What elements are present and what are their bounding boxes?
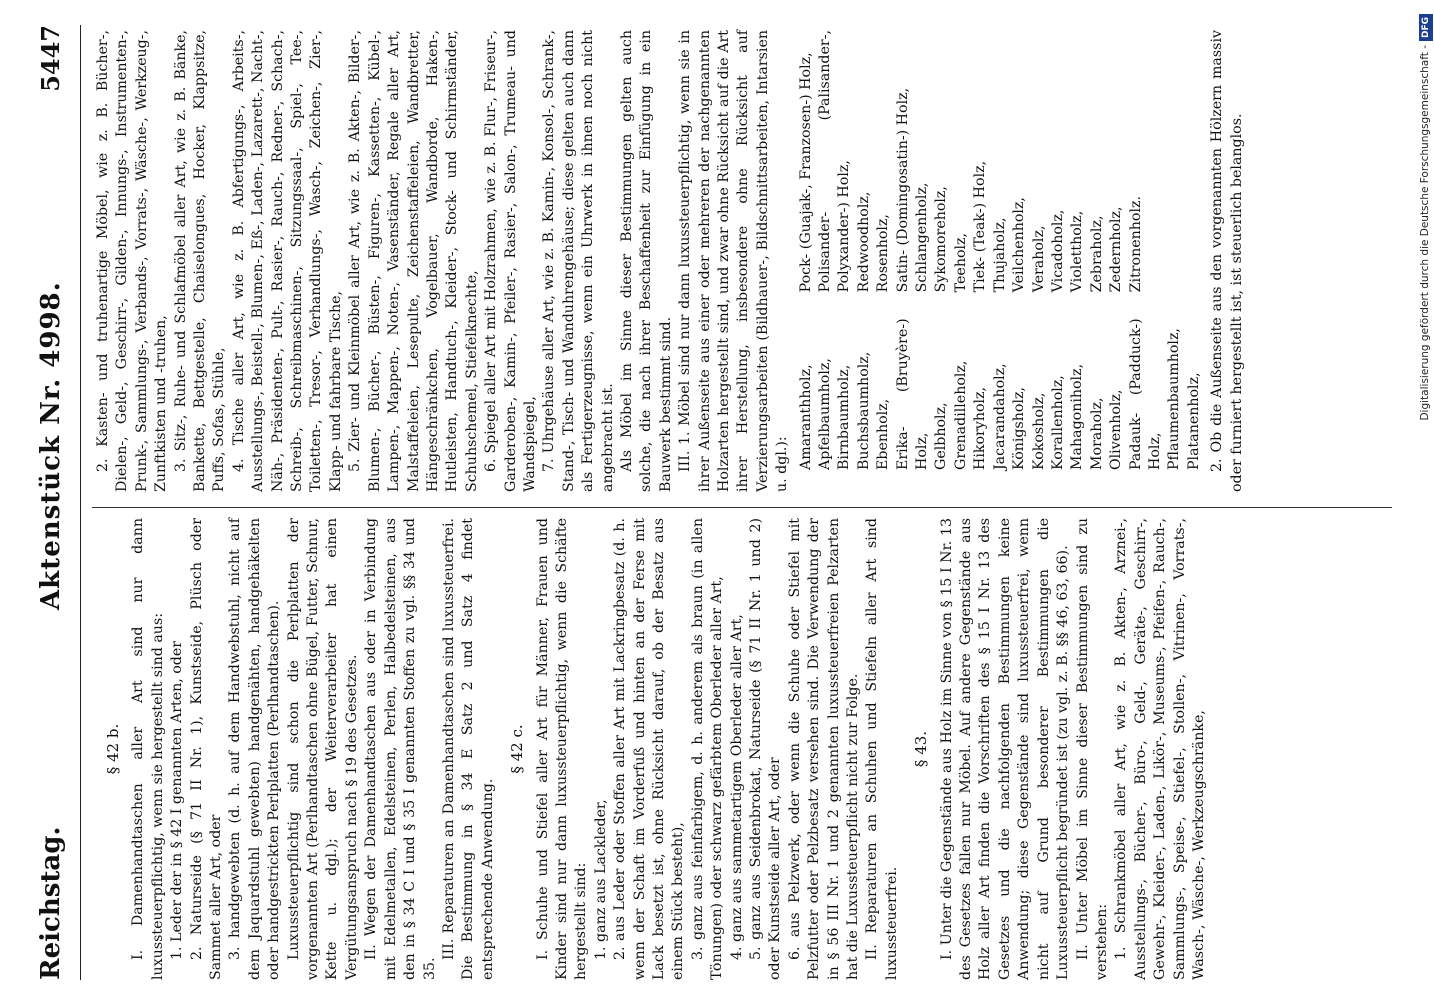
document-number: Aktenstück Nr. 4998. [36, 281, 66, 610]
list-item: 1. ganz aus Lackleder, [592, 799, 609, 960]
list-item: Thujaholz, [991, 217, 1008, 293]
section-heading-43: § 43. [912, 730, 931, 768]
list-item: Hikoryholz, [972, 386, 989, 470]
list-item: 6. aus Pelzwerk, oder wenn die Schuhe oder Stiefel mit Pelzfutter oder Pelzbesatz versehen sind. Die Verwendung der in § 56 III Nr. 1 und 2 genannten luxussteuerfreien Pelzarten hat die Luxussteuerpflicht nicht zur Folge. [786, 518, 862, 980]
list-item: Korallenholz, [1049, 375, 1066, 470]
paragraph: I. Schuhe und Stiefel aller Art für Männer, Frauen und Kinder sind nur dann luxussteuerpflichtig, wenn die Schäfte hergestellt sind: [534, 518, 590, 980]
list-item: Zedernholz, [1108, 206, 1125, 293]
header-left: Reichstag. [36, 826, 66, 980]
list-item: Padauk- (Padduck-) Holz, [1127, 318, 1163, 470]
list-item: Ebenholz, [875, 398, 892, 470]
list-item: Kokosholz, [1030, 392, 1047, 470]
list-item: Schlangenholz, [914, 182, 931, 293]
paragraph: Als Möbel im Sinne dieser Bestimmungen gelten auch solche, die nach ihrer Beschaffenheit zur Einfügung in ein Bauwerk bestimmt sind. [618, 30, 674, 492]
list-item: 4. ganz aus sammetartigem Oberleder aller Art, [728, 614, 745, 960]
list-item: 3. Sitz-, Ruhe- und Schlafmöbel aller Art, wie z. B. Bänke, Bankette, Bettgestelle, Chaiselongues, Hocker, Klappsitze, Puffs, Sofas, Stühle, [172, 30, 228, 492]
digitization-note-text [1416, 0, 1434, 1000]
list-item: Teeholz, [952, 232, 969, 293]
paragraph: III. Reparaturen an Damenhandtaschen sind luxussteuerfrei. Die Bestimmung in § 34 E Satz 2 und Satz 4 findet entsprechende Anwendung. [440, 518, 496, 980]
list-item: 5. ganz aus Seidenbrokat, Naturseide (§ 71 II Nr. 1 und 2) oder Kunstseide aller Art, oder [748, 518, 784, 980]
page-header [30, 25, 81, 980]
list-item: 4. Tische aller Art, wie z. B. Abfertigungs-, Arbeits-, Ausstellungs-, Beistell-, Blumen-, Eß-, Laden-, Lazarett-, Nacht-, Näh-, Präsidenten-, Pult-, Rasier-, Rauch-, Redner-, Schach-, Schreib-, Schreibmaschinen-, Sitzungssaal-, Spiel-, Tee-, Toiletten-, Tresor-, Verhandlungs-, Wasch-, Zeichen-, Zier-, Klapp- und fahrbare Tische, [230, 30, 344, 492]
list-item: Birnbaumholz, [836, 364, 853, 470]
section-heading-42b: § 42 b. [104, 723, 122, 775]
list-item: 2. Kasten- und truhenartige Möbel, wie z. B. Bücher-, Dielen-, Geld-, Geschirr-, Gilden-, Innungs-, Instrumenten-, Prunk-, Sammlungs-, Verbands-, Vorrats-, Wäsche-, Werkzeug-, Zunftkisten und -truhen, [95, 30, 170, 492]
dfg-logo: DFG [1419, 14, 1433, 41]
list-item: Pflaumenbaumholz, [1166, 328, 1183, 470]
list-item: 7. Uhrgehäuse aller Art, wie z. B. Kamin-, Konsol-, Schrank-, Stand-, Tisch- und Wanduhrengehäuse; diese gelten auch dann als Fertigerzeugnisse, wenn ein Uhrwerk in ihnen noch nicht angebracht ist. [541, 30, 616, 492]
section-heading-42c: § 42 c. [508, 724, 527, 774]
wood-list-column-1 [797, 318, 1205, 470]
list-item: Apfelbaumholz, [817, 358, 834, 470]
list-item: 2. aus Leder oder Stoffen aller Art mit Lackringbesatz (d. h. wenn der Schaft im Vorderfuß und hinten an der Ferse mit Lack besetzt ist, ohne Rücksicht darauf, ob der Besatz aus einem Stück besteht), [612, 518, 687, 980]
wood-list [797, 30, 1205, 470]
list-item: 1. Schrankmöbel aller Art, wie z. B. Akten-, Arznei-, Ausstellungs-, Bücher-, Büro-, Geld-, Geräte-, Geschirr-, Gewehr-, Kleider-, Laden-, Likör-, Museums-, Pfeifen-, Rauch-, Sammlungs-, Speise-, Stiefel-, Stollen-, Vitrinen-, Vorrats-, Wasch-, Wäsche-, Werkzeugschränke, [1113, 518, 1207, 980]
list-item: Mahagoniholz, [1069, 363, 1086, 470]
list-item: 2. Naturseide (§ 71 II Nr. 1), Kunstseide, Plüsch oder Sammet aller Art, oder [188, 518, 225, 980]
left-column [94, 518, 1209, 980]
list-item: Redwoodholz, [855, 191, 872, 293]
paragraph: I. Damenhandtaschen aller Art sind nur dann luxussteuerpflichtig, wenn sie hergestellt sind aus: [130, 518, 166, 980]
list-item: Rosenholz, [875, 214, 892, 293]
list-item: Jacarandaholz, [991, 363, 1008, 470]
list-item: Erika- (Bruyère-) Holz, [894, 318, 931, 470]
list-item: 3. handgewebten (d. h. auf dem Handwebstuhl, nicht auf dem Jaquardstuhl gewebten) handgenähten, handgehäkelten oder handgestrickten Perlplatten (Perlhandtaschen). [227, 518, 283, 980]
list-item: 5. Zier- und Kleinmöbel aller Art, wie z. B. Akten-, Bilder-, Blumen-, Bücher-, Büsten-, Figuren-, Kassetten-, Kübel-, Lampen-, Mappen-, Noten-, Vasenständer, Regale aller Art, Malstaffeleien, Lesepulte, Zeichenstaffeleien, Wandbretter, Hängeschränkchen, Vogelbauer, Wandborde, Haken-, Hutleisten, Handtuch-, Kleider-, Stock- und Schirmständer, Schuhschemel, Stiefelknechte, [347, 30, 480, 492]
list-item: Amaranthholz, [797, 364, 814, 470]
list-item: Pock- (Guajak-, Franzosen-) Holz, [797, 52, 814, 293]
list-item: Buchsbaumholz, [855, 351, 872, 470]
paragraph: II. Reparaturen an Schuhen und Stiefeln aller Art sind luxussteuerfrei. [864, 518, 900, 980]
list-item: Grenadilleholz, [952, 360, 969, 470]
list-item: Gelbholz, [933, 402, 950, 470]
list-item: 6. Spiegel aller Art mit Holzrahmen, wie z. B. Flur-, Friseur-, Garderoben-, Kamin-, Pfeiler-, Rasier-, Salon-, Trumeau- und Wandspiegel, [483, 30, 538, 492]
page-number: 5447 [36, 25, 65, 92]
list-item: Moraholz, [1088, 397, 1105, 470]
paragraph: 2. Ob die Außenseite aus den vorgenannten Hölzern massiv oder furniert hergestellt ist, ist steuerlich belanglos. [1209, 30, 1245, 492]
list-item: Königsholz, [1011, 387, 1028, 470]
list-item: Olivenholz, [1108, 389, 1125, 470]
digitization-note [1416, 0, 1434, 1000]
digitization-credit: Digitalisierung gefördert durch die Deutsche Forschungsgemeinschaft - [1419, 45, 1431, 421]
list-item: Veilchenholz, [1011, 197, 1028, 293]
list-item: Veraholz, [1030, 225, 1047, 293]
list-item: 3. ganz aus feinfarbigem, d. h. anderem als braun (in allen Tönungen) oder schwarz gefärbtem Oberleder aller Art, [689, 518, 726, 980]
list-item: Platanenholz, [1185, 372, 1202, 470]
paragraph: I. Unter die Gegenstände aus Holz im Sinne von § 15 I Nr. 13 des Gesetzes fallen nur Möbel. Auf andere Gegenstände aus Holz aller Art finden die Vorschriften des § 15 I Nr. 13 des Gesetzes und die nachfolgenden Bestimmungen keine Anwendung; diese Gegenstände sind luxussteuerfrei, wenn nicht auf Grund besonderer Bestimmungen die Luxussteuerpflicht begründet ist (zu vgl. z. B. §§ 46, 63, 66). [938, 518, 1072, 980]
paragraph: Luxussteuerpflichtig sind schon die Perlplatten der vorgenannten Art (Perlhandtaschen ohne Bügel, Futter, Schnur, Kette u. dgl.); der Weiterverarbeiter hat einen Vergütungsanspruch nach § 19 des Gesetzes. [285, 518, 360, 980]
list-item: Violettholz, [1069, 210, 1086, 293]
list-item: Polisander- (Palisander-, Polyxander-) Holz, [817, 30, 853, 293]
list-item: Sykomoreholz, [933, 186, 950, 293]
list-item: Zebraholz, [1088, 215, 1105, 293]
paragraph: III. 1. Möbel sind nur dann luxussteuerpflichtig, wenn sie in ihrer Außenseite aus einer oder mehreren der nachgenannten Holzarten hergestellt sind, und zwar ohne Rücksicht auf die Art ihrer Herstellung, insbesondere ohne Rücksicht auf Verzierungsarbeiten (Bildhauer-, Bildschnittsarbeiten, Intarsien u. dgl.): [677, 30, 791, 492]
right-column [94, 30, 1247, 492]
list-item: Vicadoholz, [1049, 209, 1066, 293]
list-item: 1. Leder der in § 42 I genannten Arten, oder [169, 640, 186, 960]
paragraph: II. Unter Möbel im Sinne dieser Bestimmungen sind zu verstehen: [1074, 518, 1110, 980]
wood-list-column-2 [797, 30, 1205, 292]
column-divider [92, 507, 1392, 508]
list-item: Satin- (Domingosatin-) Holz, [894, 87, 911, 293]
paragraph: II. Wegen der Damenhandtaschen aus oder in Verbindung mit Edelmetallen, Edelsteinen, Perlen, Halbedelsteinen, aus den in § 34 C I und § 35 I genannten Stoffen zu vgl. §§ 34 und 35. [363, 518, 438, 980]
list-item: Zitronenholz. [1127, 196, 1144, 293]
list-item: Tiek- (Teak-) Holz, [972, 160, 989, 293]
